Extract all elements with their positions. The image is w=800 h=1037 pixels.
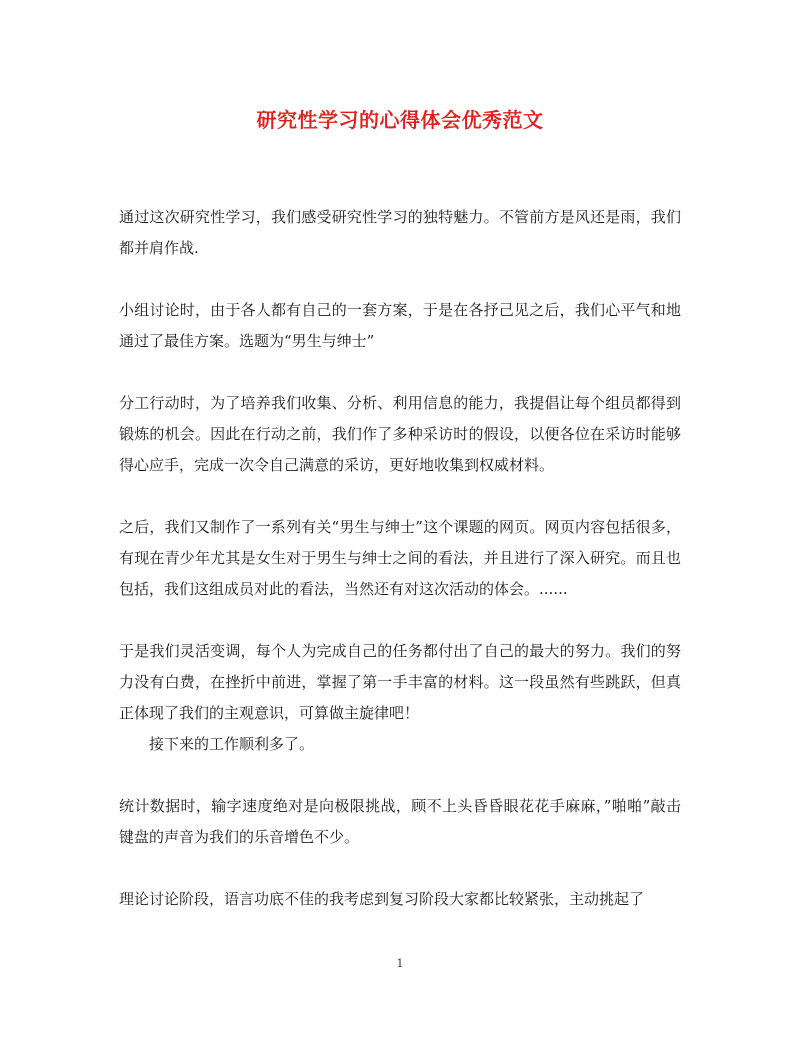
page-number: 1 [396,957,404,970]
paragraph-2: 小组讨论时，由于各人都有自己的一套方案，于是在各抒己见之后，我们心平气和地通过了最佳方案。选题为“男生与绅士” [119,301,681,350]
paragraph-7: 统计数据时，输字速度绝对是向极限挑战，顾不上头昏昏眼花花手麻麻，”啪啪”敲击键盘的声音为我们的乐音增色不少。 [119,797,681,846]
document-body [119,202,681,915]
paragraph-spacer [119,481,681,512]
paragraph-6: 接下来的工作顺利多了。 [149,735,315,753]
paragraph-4: 之后，我们又制作了一系列有关“男生与绅士”这个课题的网页。网页内容包括很多，有现在青少年尤其是女生对于男生与绅士之间的看法，并且进行了深入研究。而且也包括，我们这组成员对此的看法，当然还有对这次活动的体会。...... [119,518,681,598]
paragraph-spacer [119,357,681,388]
document-title: 研究性学习的心得体会优秀范文 [256,108,544,132]
paragraph-1: 通过这次研究性学习，我们感受研究性学习的独特魅力。不管前方是风还是雨，我们都并肩作战. [119,208,681,257]
paragraph-spacer [119,264,681,295]
paragraph-3: 分工行动时，为了培养我们收集、分析、利用信息的能力，我提倡让每个组员都得到锻炼的机会。因此在行动之前，我们作了多种采访时的假设，以便各位在采访时能够得心应手，完成一次令自己满意的采访，更好地收集到权威材料。 [119,394,681,474]
paragraph-8: 理论讨论阶段，语言功底不佳的我考虑到复习阶段大家都比较紧张，主动挑起了 [119,890,645,908]
paragraph-5: 于是我们灵活变调，每个人为完成自己的任务都付出了自己的最大的努力。我们的努力没有白费，在挫折中前进，掌握了第一手丰富的材料。这一段虽然有些跳跃，但真正体现了我们的主观意识，可算做主旋律吧！ [119,642,681,722]
paragraph-spacer [119,853,681,884]
paragraph-spacer [119,605,681,636]
paragraph-spacer [119,760,681,791]
